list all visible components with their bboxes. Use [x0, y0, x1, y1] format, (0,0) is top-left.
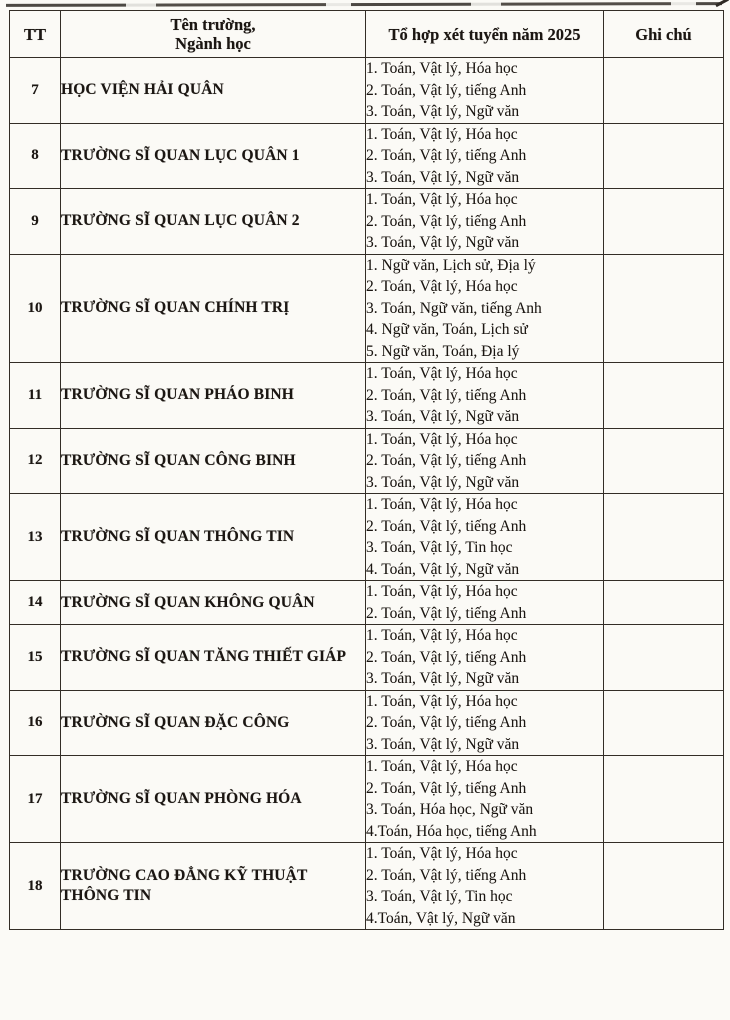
school-name-cell [61, 756, 366, 843]
combo-line: 3. Toán, Vật lý, Ngữ văn [366, 408, 520, 425]
school-name-line: TRƯỜNG SĨ QUAN ĐẶC CÔNG [61, 713, 290, 731]
header-combos: Tổ hợp xét tuyển năm 2025 [366, 11, 604, 58]
combo-line: 1. Toán, Vật lý, Hóa học [366, 496, 518, 513]
row-number-cell: 14 [10, 581, 61, 625]
scan-artifact-corner [715, 0, 729, 7]
combo-line: 1. Toán, Vật lý, Hóa học [366, 692, 518, 710]
combos-cell [366, 428, 604, 494]
note-cell [604, 123, 724, 189]
note-cell [604, 363, 724, 429]
combo-line: 4. Ngữ văn, Toán, Lịch sử [366, 321, 528, 338]
row-number-cell: 18 [10, 843, 61, 930]
header-school [61, 11, 366, 58]
school-name-cell [61, 581, 366, 625]
combo-line: 3. Toán, Vật lý, Ngữ văn [366, 735, 520, 753]
combo-line: 2. Toán, Vật lý, tiếng Anh [366, 714, 527, 731]
combo-line: 3. Toán, Ngữ văn, tiếng Anh [366, 299, 542, 317]
table-row [10, 428, 724, 494]
combo-line: 2. Toán, Vật lý, tiếng Anh [366, 452, 527, 469]
combo-line: 1. Toán, Vật lý, Hóa học [366, 627, 518, 644]
combo-line: 1. Toán, Vật lý, Hóa học [366, 125, 518, 143]
combo-line: 3. Toán, Hóa học, Ngữ văn [366, 801, 534, 818]
combos-cell [366, 625, 604, 691]
school-name-cell [61, 690, 366, 756]
combo-line: 2. Toán, Vật lý, tiếng Anh [366, 81, 527, 99]
row-number-cell: 7 [10, 58, 61, 124]
row-number-cell: 17 [10, 756, 61, 843]
combo-line: 1. Toán, Vật lý, Hóa học [366, 60, 518, 77]
note-cell [604, 189, 724, 255]
combo-line: 1. Toán, Vật lý, Hóa học [366, 365, 518, 382]
school-name-line: TRƯỜNG SĨ QUAN CHÍNH TRỊ [61, 299, 290, 317]
school-name-line: TRƯỜNG SĨ QUAN THÔNG TIN [61, 528, 295, 545]
combo-line: 4. Toán, Vật lý, Ngữ văn [366, 560, 520, 578]
table-body [10, 58, 724, 930]
note-cell [604, 428, 724, 494]
note-cell [604, 625, 724, 691]
note-cell [604, 843, 724, 930]
row-number-cell: 11 [10, 363, 61, 429]
note-cell [604, 581, 724, 625]
note-cell [604, 58, 724, 124]
school-name-cell [61, 494, 366, 581]
combos-cell [366, 123, 604, 189]
combos-cell [366, 690, 604, 756]
row-number-cell: 9 [10, 189, 61, 255]
combo-line: 4.Toán, Hóa học, tiếng Anh [366, 822, 537, 840]
school-name-line: TRƯỜNG SĨ QUAN PHÒNG HÓA [61, 790, 302, 807]
row-number-cell: 13 [10, 494, 61, 581]
row-number-cell: 10 [10, 254, 61, 363]
combo-line: 1. Toán, Vật lý, Hóa học [366, 845, 518, 862]
school-name-line: TRƯỜNG SĨ QUAN LỤC QUÂN 1 [61, 146, 300, 164]
combo-line: 3. Toán, Vật lý, Ngữ văn [366, 234, 520, 251]
school-name-cell [61, 363, 366, 429]
table-header [10, 11, 724, 58]
school-name-cell [61, 428, 366, 494]
combos-cell [366, 581, 604, 625]
row-number-cell: 8 [10, 123, 61, 189]
table-row [10, 254, 724, 363]
table-row [10, 494, 724, 581]
school-name-cell [61, 254, 366, 363]
note-cell [604, 254, 724, 363]
header-school-line2: Ngành học [175, 34, 251, 53]
table-row [10, 625, 724, 691]
school-name-line: THÔNG TIN [61, 887, 152, 904]
table-row [10, 843, 724, 930]
table-row [10, 189, 724, 255]
combo-line: 2. Toán, Vật lý, tiếng Anh [366, 212, 527, 230]
combo-line: 3. Toán, Vật lý, Tin học [366, 539, 513, 556]
school-name-line: TRƯỜNG SĨ QUAN LỤC QUÂN 2 [61, 212, 300, 230]
combos-cell [366, 363, 604, 429]
combo-line: 1. Toán, Vật lý, Hóa học [366, 583, 518, 600]
note-cell [604, 690, 724, 756]
combo-line: 4.Toán, Vật lý, Ngữ văn [366, 909, 516, 927]
school-name-line: TRƯỜNG SĨ QUAN KHÔNG QUÂN [61, 593, 315, 611]
combo-line: 2. Toán, Vật lý, tiếng Anh [366, 779, 527, 797]
table-row [10, 581, 724, 625]
combo-line: 2. Toán, Vật lý, tiếng Anh [366, 517, 527, 535]
school-name-cell [61, 625, 366, 691]
combos-cell [366, 254, 604, 363]
header-note: Ghi chú [604, 11, 724, 58]
school-name-line: TRƯỜNG SĨ QUAN CÔNG BINH [61, 451, 296, 469]
combos-cell [366, 189, 604, 255]
row-number-cell: 12 [10, 428, 61, 494]
combo-line: 2. Toán, Vật lý, tiếng Anh [366, 386, 527, 404]
combos-cell [366, 58, 604, 124]
table-row [10, 58, 724, 124]
combo-line: 3. Toán, Vật lý, Ngữ văn [366, 168, 520, 186]
table-row [10, 690, 724, 756]
row-number-cell: 15 [10, 625, 61, 691]
combo-line: 2. Toán, Vật lý, tiếng Anh [366, 648, 527, 666]
school-name-line: TRƯỜNG CAO ĐẲNG KỸ THUẬT [61, 867, 308, 884]
header-row [10, 11, 724, 58]
note-cell [604, 494, 724, 581]
combo-line: 1. Toán, Vật lý, Hóa học [366, 430, 518, 448]
table-row [10, 756, 724, 843]
note-cell [604, 756, 724, 843]
combo-line: 2. Toán, Vật lý, tiếng Anh [366, 147, 527, 164]
row-number-cell: 16 [10, 690, 61, 756]
table-row [10, 363, 724, 429]
school-name-line: TRƯỜNG SĨ QUAN TĂNG THIẾT GIÁP [61, 648, 347, 666]
combo-line: 5. Ngữ văn, Toán, Địa lý [366, 342, 520, 360]
header-school-line1: Tên trường, [170, 15, 256, 34]
table-row [10, 123, 724, 189]
combo-line: 1. Toán, Vật lý, Hóa học [366, 758, 518, 775]
scan-artifact-line [6, 2, 722, 7]
combo-line: 1. Ngữ văn, Lịch sử, Địa lý [366, 256, 536, 274]
combo-line: 2. Toán, Vật lý, tiếng Anh [366, 604, 527, 622]
combo-line: 3. Toán, Vật lý, Tin học [366, 888, 513, 905]
school-name-cell [61, 189, 366, 255]
combo-line: 2. Toán, Vật lý, tiếng Anh [366, 866, 527, 884]
school-name-cell [61, 58, 366, 124]
combos-cell [366, 843, 604, 930]
combo-line: 3. Toán, Vật lý, Ngữ văn [366, 103, 520, 120]
school-name-line: HỌC VIỆN HẢI QUÂN [61, 81, 224, 99]
school-name-cell [61, 843, 366, 930]
school-name-cell [61, 123, 366, 189]
combo-line: 3. Toán, Vật lý, Ngữ văn [366, 670, 520, 687]
combo-line: 3. Toán, Vật lý, Ngữ văn [366, 473, 520, 491]
header-tt: TT [10, 11, 61, 58]
combos-cell [366, 494, 604, 581]
combos-cell [366, 756, 604, 843]
combo-line: 1. Toán, Vật lý, Hóa học [366, 191, 518, 208]
admissions-table [9, 10, 724, 930]
combo-line: 2. Toán, Vật lý, Hóa học [366, 278, 518, 295]
school-name-line: TRƯỜNG SĨ QUAN PHÁO BINH [61, 386, 294, 404]
